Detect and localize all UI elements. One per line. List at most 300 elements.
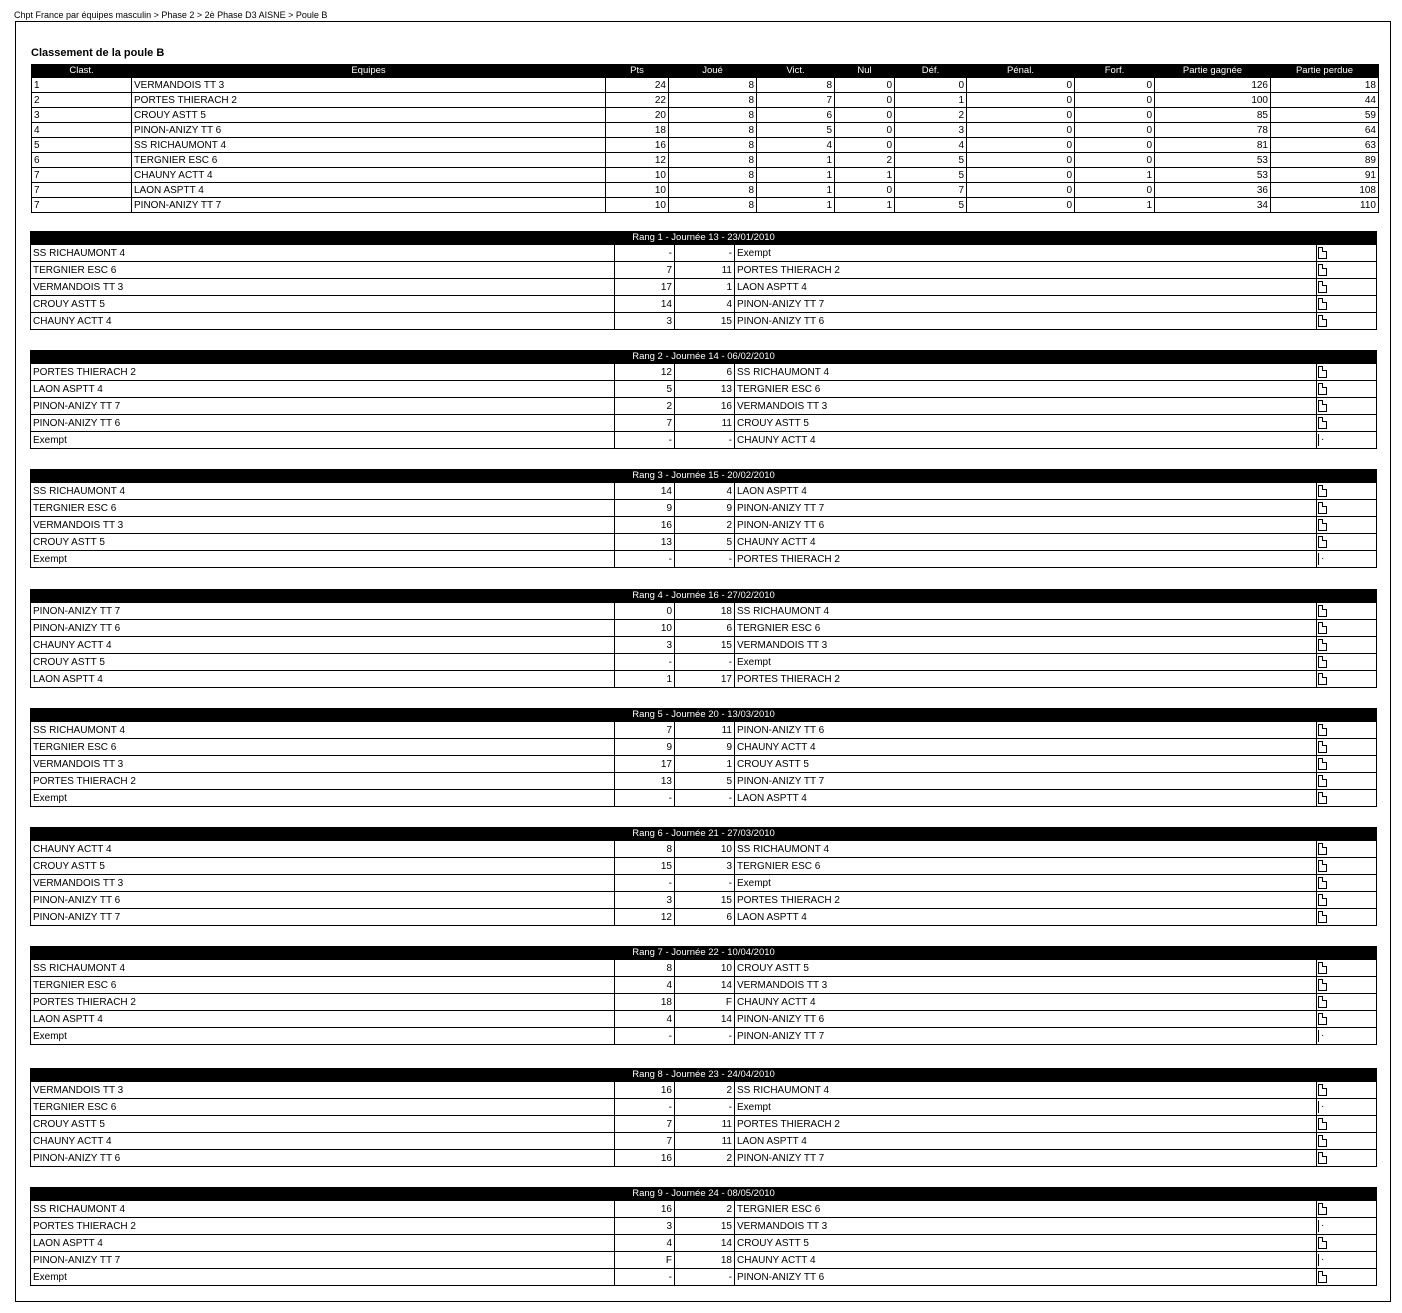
document-icon[interactable] (1318, 366, 1327, 378)
stat-cell: 0 (967, 93, 1075, 108)
stat-cell: 2 (835, 153, 895, 168)
home-team-cell: Exempt (31, 432, 615, 449)
match-sheet-cell (1317, 1269, 1377, 1286)
document-icon[interactable] (1318, 622, 1327, 634)
page-title: Classement de la poule B (31, 47, 165, 59)
document-icon[interactable] (1318, 656, 1327, 668)
away-team-cell: PINON-ANIZY TT 6 (735, 1269, 1317, 1286)
stat-cell: 3 (895, 123, 967, 138)
away-score-cell: 11 (675, 415, 735, 432)
match-row (31, 1252, 1377, 1269)
rank-cell: 7 (32, 198, 132, 213)
stat-cell: 53 (1155, 153, 1271, 168)
home-team-cell: PINON-ANIZY TT 7 (31, 1252, 615, 1269)
away-score-cell: - (675, 245, 735, 262)
stat-cell: 4 (895, 138, 967, 153)
home-score-cell: 8 (615, 960, 675, 977)
standings-header-cell: Clast. (32, 65, 132, 78)
home-team-cell: VERMANDOIS TT 3 (31, 756, 615, 773)
away-team-cell: PINON-ANIZY TT 6 (735, 1011, 1317, 1028)
stat-cell: 8 (669, 183, 757, 198)
stat-cell: 20 (606, 108, 669, 123)
stat-cell: 1 (835, 198, 895, 213)
team-cell: SS RICHAUMONT 4 (132, 138, 606, 153)
round-table (30, 469, 1377, 568)
away-score-cell: 2 (675, 1201, 735, 1218)
home-score-cell: 3 (615, 637, 675, 654)
match-row (31, 1011, 1377, 1028)
away-score-cell: - (675, 432, 735, 449)
home-team-cell: VERMANDOIS TT 3 (31, 517, 615, 534)
away-score-cell: 3 (675, 858, 735, 875)
document-icon[interactable] (1318, 434, 1327, 446)
match-row (31, 1133, 1377, 1150)
standings-row (32, 168, 1379, 183)
stat-cell: 8 (669, 123, 757, 138)
stat-cell: 0 (967, 183, 1075, 198)
stat-cell: 8 (669, 168, 757, 183)
stat-cell: 81 (1155, 138, 1271, 153)
match-row (31, 841, 1377, 858)
stat-cell: 0 (1075, 183, 1155, 198)
home-team-cell: TERGNIER ESC 6 (31, 262, 615, 279)
stat-cell: 10 (606, 183, 669, 198)
document-icon[interactable] (1318, 553, 1327, 565)
document-icon[interactable] (1318, 247, 1327, 259)
stat-cell: 8 (669, 108, 757, 123)
stat-cell: 126 (1155, 78, 1271, 93)
away-team-cell: VERMANDOIS TT 3 (735, 1218, 1317, 1235)
stat-cell: 7 (895, 183, 967, 198)
away-score-cell: 4 (675, 296, 735, 313)
away-score-cell: 2 (675, 1150, 735, 1167)
stat-cell: 0 (967, 138, 1075, 153)
match-sheet-cell (1317, 1116, 1377, 1133)
match-sheet-cell (1317, 483, 1377, 500)
home-score-cell: - (615, 875, 675, 892)
rank-cell: 6 (32, 153, 132, 168)
away-score-cell: 6 (675, 620, 735, 637)
stat-cell: 34 (1155, 198, 1271, 213)
stat-cell: 89 (1271, 153, 1379, 168)
stat-cell: 0 (835, 183, 895, 198)
away-team-cell: PINON-ANIZY TT 6 (735, 722, 1317, 739)
document-icon[interactable] (1318, 1271, 1327, 1283)
match-sheet-cell (1317, 637, 1377, 654)
stat-cell: 7 (757, 93, 835, 108)
match-row (31, 603, 1377, 620)
home-score-cell: 3 (615, 892, 675, 909)
match-row (31, 671, 1377, 688)
match-row (31, 364, 1377, 381)
away-team-cell: VERMANDOIS TT 3 (735, 977, 1317, 994)
stat-cell: 1 (757, 198, 835, 213)
stat-cell: 1 (1075, 168, 1155, 183)
document-icon[interactable] (1318, 639, 1327, 651)
rank-cell: 4 (32, 123, 132, 138)
away-team-cell: Exempt (735, 1099, 1317, 1116)
round-title: Rang 2 - Journée 14 - 06/02/2010 (31, 351, 1377, 364)
home-score-cell: - (615, 790, 675, 807)
away-score-cell: 4 (675, 483, 735, 500)
home-team-cell: VERMANDOIS TT 3 (31, 875, 615, 892)
document-icon[interactable] (1318, 605, 1327, 617)
home-team-cell: Exempt (31, 1269, 615, 1286)
away-team-cell: TERGNIER ESC 6 (735, 381, 1317, 398)
away-team-cell: SS RICHAUMONT 4 (735, 364, 1317, 381)
home-score-cell: 8 (615, 841, 675, 858)
document-icon[interactable] (1318, 1013, 1327, 1025)
home-team-cell: LAON ASPTT 4 (31, 381, 615, 398)
home-score-cell: 9 (615, 500, 675, 517)
away-score-cell: 11 (675, 1116, 735, 1133)
away-score-cell: 18 (675, 1252, 735, 1269)
away-score-cell: 10 (675, 960, 735, 977)
match-row (31, 1028, 1377, 1045)
home-score-cell: 14 (615, 483, 675, 500)
home-score-cell: 3 (615, 313, 675, 330)
match-sheet-cell (1317, 841, 1377, 858)
stat-cell: 10 (606, 198, 669, 213)
team-cell: PINON-ANIZY TT 7 (132, 198, 606, 213)
home-score-cell: 16 (615, 1150, 675, 1167)
round-title: Rang 5 - Journée 20 - 13/03/2010 (31, 709, 1377, 722)
stat-cell: 5 (757, 123, 835, 138)
home-team-cell: SS RICHAUMONT 4 (31, 483, 615, 500)
stat-cell: 10 (606, 168, 669, 183)
standings-header-cell: Pénal. (967, 65, 1075, 78)
document-icon[interactable] (1318, 962, 1327, 974)
document-icon[interactable] (1318, 860, 1327, 872)
match-sheet-cell (1317, 1133, 1377, 1150)
document-icon[interactable] (1318, 911, 1327, 923)
stat-cell: 0 (967, 123, 1075, 138)
standings-row (32, 153, 1379, 168)
match-sheet-cell (1317, 722, 1377, 739)
stat-cell: 1 (757, 153, 835, 168)
team-cell: LAON ASPTT 4 (132, 183, 606, 198)
home-score-cell: 13 (615, 534, 675, 551)
home-score-cell: 17 (615, 756, 675, 773)
match-row (31, 620, 1377, 637)
match-row (31, 381, 1377, 398)
home-team-cell: PINON-ANIZY TT 7 (31, 603, 615, 620)
match-row (31, 909, 1377, 926)
match-row (31, 773, 1377, 790)
home-team-cell: LAON ASPTT 4 (31, 1011, 615, 1028)
away-score-cell: 14 (675, 1235, 735, 1252)
home-team-cell: SS RICHAUMONT 4 (31, 245, 615, 262)
home-team-cell: PORTES THIERACH 2 (31, 364, 615, 381)
round-title: Rang 3 - Journée 15 - 20/02/2010 (31, 470, 1377, 483)
match-row (31, 756, 1377, 773)
away-score-cell: 15 (675, 313, 735, 330)
home-team-cell: PINON-ANIZY TT 7 (31, 909, 615, 926)
document-icon[interactable] (1318, 724, 1327, 736)
match-sheet-cell (1317, 994, 1377, 1011)
document-icon[interactable] (1318, 1220, 1327, 1232)
away-score-cell: 17 (675, 671, 735, 688)
standings-header-cell: Forf. (1075, 65, 1155, 78)
rank-cell: 5 (32, 138, 132, 153)
home-score-cell: 7 (615, 262, 675, 279)
stat-cell: 1 (895, 93, 967, 108)
home-team-cell: SS RICHAUMONT 4 (31, 960, 615, 977)
document-icon[interactable] (1318, 1135, 1327, 1147)
away-score-cell: - (675, 875, 735, 892)
home-team-cell: Exempt (31, 1028, 615, 1045)
stat-cell: 5 (895, 168, 967, 183)
round-table (30, 946, 1377, 1045)
home-team-cell: PINON-ANIZY TT 6 (31, 620, 615, 637)
match-row (31, 296, 1377, 313)
match-sheet-cell (1317, 415, 1377, 432)
away-score-cell: 1 (675, 756, 735, 773)
away-team-cell: PORTES THIERACH 2 (735, 1116, 1317, 1133)
document-icon[interactable] (1318, 673, 1327, 685)
home-score-cell: 2 (615, 398, 675, 415)
document-icon[interactable] (1318, 519, 1327, 531)
match-sheet-cell (1317, 858, 1377, 875)
match-row (31, 483, 1377, 500)
home-score-cell: - (615, 1099, 675, 1116)
away-score-cell: 14 (675, 1011, 735, 1028)
document-icon[interactable] (1318, 502, 1327, 514)
match-sheet-cell (1317, 398, 1377, 415)
match-sheet-cell (1317, 1218, 1377, 1235)
stat-cell: 0 (835, 123, 895, 138)
stat-cell: 1 (757, 168, 835, 183)
match-row (31, 994, 1377, 1011)
stat-cell: 12 (606, 153, 669, 168)
standings-row (32, 138, 1379, 153)
round-title: Rang 4 - Journée 16 - 27/02/2010 (31, 590, 1377, 603)
home-team-cell: PORTES THIERACH 2 (31, 1218, 615, 1235)
home-score-cell: 4 (615, 1011, 675, 1028)
home-team-cell: PINON-ANIZY TT 6 (31, 415, 615, 432)
away-score-cell: 1 (675, 279, 735, 296)
document-icon[interactable] (1318, 315, 1327, 327)
document-icon[interactable] (1318, 383, 1327, 395)
round-table (30, 231, 1377, 330)
away-score-cell: 11 (675, 1133, 735, 1150)
home-score-cell: - (615, 432, 675, 449)
rank-cell: 7 (32, 168, 132, 183)
document-icon[interactable] (1318, 1237, 1327, 1249)
match-row (31, 534, 1377, 551)
home-team-cell: TERGNIER ESC 6 (31, 739, 615, 756)
document-icon[interactable] (1318, 298, 1327, 310)
document-icon[interactable] (1318, 1152, 1327, 1164)
match-row (31, 1099, 1377, 1116)
home-score-cell: 7 (615, 1116, 675, 1133)
match-sheet-cell (1317, 654, 1377, 671)
away-score-cell: - (675, 1028, 735, 1045)
away-score-cell: 14 (675, 977, 735, 994)
match-sheet-cell (1317, 1082, 1377, 1099)
document-icon[interactable] (1318, 877, 1327, 889)
standings-row (32, 108, 1379, 123)
document-icon[interactable] (1318, 996, 1327, 1008)
home-team-cell: PORTES THIERACH 2 (31, 994, 615, 1011)
match-sheet-cell (1317, 432, 1377, 449)
away-team-cell: LAON ASPTT 4 (735, 279, 1317, 296)
stat-cell: 0 (967, 108, 1075, 123)
home-score-cell: 16 (615, 1201, 675, 1218)
home-score-cell: - (615, 1028, 675, 1045)
document-icon[interactable] (1318, 417, 1327, 429)
document-icon[interactable] (1318, 400, 1327, 412)
document-icon[interactable] (1318, 281, 1327, 293)
home-team-cell: CHAUNY ACTT 4 (31, 1133, 615, 1150)
document-icon[interactable] (1318, 1030, 1327, 1042)
stat-cell: 36 (1155, 183, 1271, 198)
home-score-cell: 16 (615, 1082, 675, 1099)
away-team-cell: CROUY ASTT 5 (735, 1235, 1317, 1252)
match-sheet-cell (1317, 1150, 1377, 1167)
standings-header-cell: Equipes (132, 65, 606, 78)
team-cell: PORTES THIERACH 2 (132, 93, 606, 108)
stat-cell: 0 (1075, 138, 1155, 153)
document-icon[interactable] (1318, 264, 1327, 276)
away-team-cell: CHAUNY ACTT 4 (735, 432, 1317, 449)
match-row (31, 398, 1377, 415)
match-row (31, 551, 1377, 568)
away-team-cell: LAON ASPTT 4 (735, 790, 1317, 807)
stat-cell: 8 (669, 78, 757, 93)
away-score-cell: - (675, 654, 735, 671)
match-sheet-cell (1317, 1235, 1377, 1252)
away-score-cell: 13 (675, 381, 735, 398)
home-score-cell: 7 (615, 722, 675, 739)
home-score-cell: 7 (615, 1133, 675, 1150)
document-icon[interactable] (1318, 843, 1327, 855)
home-team-cell: CHAUNY ACTT 4 (31, 637, 615, 654)
round-table (30, 589, 1377, 688)
match-sheet-cell (1317, 671, 1377, 688)
stat-cell: 0 (895, 78, 967, 93)
document-icon[interactable] (1318, 1254, 1327, 1266)
match-sheet-cell (1317, 790, 1377, 807)
away-score-cell: 15 (675, 892, 735, 909)
stat-cell: 0 (1075, 108, 1155, 123)
document-icon[interactable] (1318, 758, 1327, 770)
document-icon[interactable] (1318, 894, 1327, 906)
standings-row (32, 78, 1379, 93)
rank-cell: 1 (32, 78, 132, 93)
match-sheet-cell (1317, 739, 1377, 756)
stat-cell: 5 (895, 153, 967, 168)
home-score-cell: F (615, 1252, 675, 1269)
away-score-cell: - (675, 790, 735, 807)
away-team-cell: TERGNIER ESC 6 (735, 620, 1317, 637)
home-score-cell: - (615, 654, 675, 671)
match-sheet-cell (1317, 517, 1377, 534)
away-team-cell: LAON ASPTT 4 (735, 483, 1317, 500)
stat-cell: 6 (757, 108, 835, 123)
document-icon[interactable] (1318, 1084, 1327, 1096)
match-row (31, 637, 1377, 654)
home-score-cell: 16 (615, 517, 675, 534)
away-score-cell: 15 (675, 637, 735, 654)
match-sheet-cell (1317, 977, 1377, 994)
document-icon[interactable] (1318, 792, 1327, 804)
round-title: Rang 7 - Journée 22 - 10/04/2010 (31, 947, 1377, 960)
stat-cell: 22 (606, 93, 669, 108)
document-icon[interactable] (1318, 979, 1327, 991)
stat-cell: 59 (1271, 108, 1379, 123)
match-row (31, 1150, 1377, 1167)
match-row (31, 432, 1377, 449)
stat-cell: 2 (895, 108, 967, 123)
document-icon[interactable] (1318, 1101, 1327, 1113)
document-icon[interactable] (1318, 1118, 1327, 1130)
document-icon[interactable] (1318, 536, 1327, 548)
home-team-cell: PORTES THIERACH 2 (31, 773, 615, 790)
match-row (31, 279, 1377, 296)
home-score-cell: 7 (615, 415, 675, 432)
home-team-cell: PINON-ANIZY TT 7 (31, 398, 615, 415)
stat-cell: 0 (967, 168, 1075, 183)
round-table (30, 827, 1377, 926)
stat-cell: 0 (835, 78, 895, 93)
standings-header-cell: Partie perdue (1271, 65, 1379, 78)
home-score-cell: - (615, 1269, 675, 1286)
document-icon[interactable] (1318, 741, 1327, 753)
stat-cell: 0 (1075, 78, 1155, 93)
away-score-cell: 11 (675, 722, 735, 739)
document-icon[interactable] (1318, 775, 1327, 787)
away-team-cell: SS RICHAUMONT 4 (735, 603, 1317, 620)
away-team-cell: PORTES THIERACH 2 (735, 671, 1317, 688)
stat-cell: 78 (1155, 123, 1271, 138)
match-row (31, 875, 1377, 892)
document-icon[interactable] (1318, 485, 1327, 497)
standings-header-cell: Partie gagnée (1155, 65, 1271, 78)
standings-header-cell: Déf. (895, 65, 967, 78)
away-team-cell: LAON ASPTT 4 (735, 909, 1317, 926)
match-row (31, 722, 1377, 739)
home-team-cell: CHAUNY ACTT 4 (31, 841, 615, 858)
document-icon[interactable] (1318, 1203, 1327, 1215)
match-row (31, 858, 1377, 875)
stat-cell: 64 (1271, 123, 1379, 138)
away-team-cell: PINON-ANIZY TT 6 (735, 313, 1317, 330)
stat-cell: 0 (967, 153, 1075, 168)
stat-cell: 0 (835, 108, 895, 123)
home-score-cell: 14 (615, 296, 675, 313)
match-row (31, 1269, 1377, 1286)
standings-header-cell: Pts (606, 65, 669, 78)
stat-cell: 0 (835, 138, 895, 153)
home-score-cell: 9 (615, 739, 675, 756)
home-team-cell: LAON ASPTT 4 (31, 671, 615, 688)
home-score-cell: 12 (615, 364, 675, 381)
home-team-cell: CROUY ASTT 5 (31, 858, 615, 875)
home-team-cell: CROUY ASTT 5 (31, 1116, 615, 1133)
stat-cell: 1 (757, 183, 835, 198)
match-row (31, 892, 1377, 909)
home-team-cell: SS RICHAUMONT 4 (31, 722, 615, 739)
stat-cell: 85 (1155, 108, 1271, 123)
match-row (31, 1235, 1377, 1252)
match-row (31, 1116, 1377, 1133)
home-team-cell: TERGNIER ESC 6 (31, 500, 615, 517)
round-table (30, 1187, 1377, 1286)
stat-cell: 0 (1075, 93, 1155, 108)
match-row (31, 313, 1377, 330)
away-team-cell: VERMANDOIS TT 3 (735, 398, 1317, 415)
